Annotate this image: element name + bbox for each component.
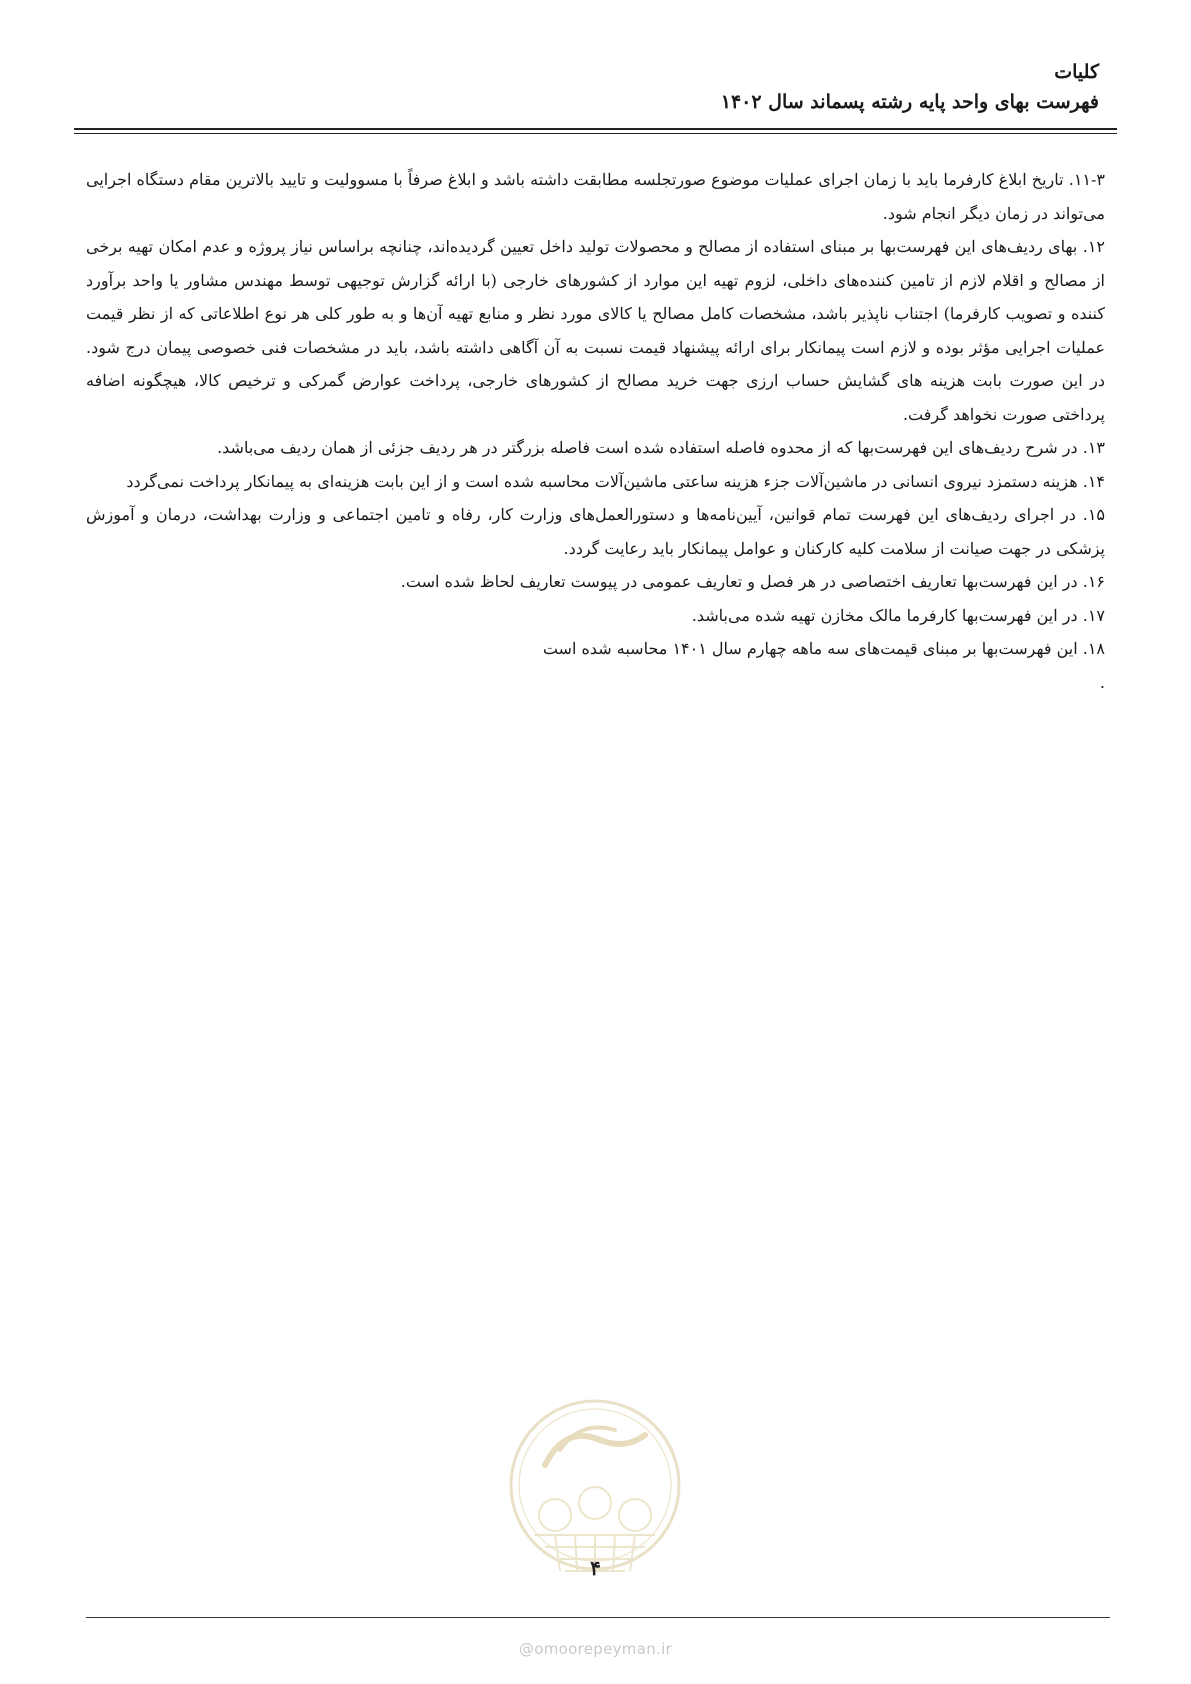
- paragraph-14: ۱۴. هزینه دستمزد نیروی انسانی در ماشین‌آلات جزء هزینه ساعتی ماشین‌آلات محاسبه شده است و از این بابت هزینه‌ای به پیمانکار پرداخت نمی‌گردد: [126, 471, 1105, 491]
- paragraph-16: ۱۶. در این فهرست‌بها تعاریف اختصاصی در هر فصل و تعاریف عمومی در پیوست تعاریف لحاظ شده است.: [400, 572, 1105, 591]
- paragraph-11-3: ۱۱-۳. تاریخ ابلاغ کارفرما باید با زمان اجرای عملیات موضوع صورتجلسه مطابقت داشته باشد و ابلاغ صرفاً با مسوولیت و تایید بالاترین مقام دستگاه اجرایی می‌تواند در زمان دیگر انجام شود.: [86, 170, 1105, 223]
- watermark-url: @omoorepeyman.ir: [518, 1640, 673, 1658]
- page-header: [80, 58, 1111, 116]
- trailing-dot: .: [1099, 672, 1105, 692]
- header-rule-thin: [74, 133, 1117, 134]
- header-rule-thick: [74, 128, 1117, 130]
- document-title: فهرست بهای واحد پایه رشته پسماند سال ۱۴۰۲: [720, 91, 1099, 113]
- chapter-title: کلیات: [1054, 61, 1099, 83]
- paragraph-15: ۱۵. در اجرای ردیف‌های این فهرست تمام قوانین، آیین‌نامه‌ها و دستورالعمل‌های وزارت کار، رفاه و تامین اجتماعی و وزارت بهداشت، درمان و آموزش پزشکی در جهت صیانت از سلامت کلیه کارکنان و عوامل پیمانکار باید رعایت گردد.: [86, 505, 1105, 558]
- body-text: [86, 163, 1105, 699]
- paragraph-17: ۱۷. در این فهرست‌بها کارفرما مالک مخازن تهیه شده می‌باشد.: [691, 605, 1105, 625]
- paragraph-12: ۱۲. بهای ردیف‌های این فهرست‌بها بر مبنای استفاده از مصالح و محصولات تولید داخل تعیین گردیده‌اند، چنانچه براساس نیاز پروژه و عدم امکان تهیه برخی از مصالح و اقلام لازم از تامین کننده‌های داخلی، لزوم تهیه این موارد از کشورهای خارجی (با ارائه گزارش توجیهی توسط مهندس مشاور یا واحد برآورد کننده و تصویب کارفرما) اجتناب ناپذیر باشد، مشخصات کامل مصالح یا کالای مورد نظر و منابع تهیه آن‌ها و به طور کلی هر نوع اطلاعاتی که از نظر قیمت عملیات اجرایی مؤثر بوده و لازم است پیمانکار برای ارائه پیشنهاد قیمت نسبت به آن آگاهی داشته باشد، باید در مشخصات فنی خصوصی پیمان درج شود. در این صورت بابت هزینه های گشایش حساب ارزی جهت خرید مصالح از کشورهای خارجی، پرداخت عوارض گمرکی و ترخیص کالا، هیچگونه اضافه پرداختی صورت نخواهد گرفت.: [86, 237, 1105, 424]
- footer-rule: [86, 1617, 1110, 1618]
- paragraph-13: ۱۳. در شرح ردیف‌های این فهرست‌بها که از محدوه فاصله استفاده شده است فاصله بزرگتر در هر ردیف جزئی از همان ردیف می‌باشد.: [217, 438, 1105, 457]
- paragraph-18: ۱۸. این فهرست‌بها بر مبنای قیمت‌های سه ماهه چهارم سال ۱۴۰۱ محاسبه شده است: [542, 639, 1105, 658]
- page-number: ۴: [590, 1556, 601, 1580]
